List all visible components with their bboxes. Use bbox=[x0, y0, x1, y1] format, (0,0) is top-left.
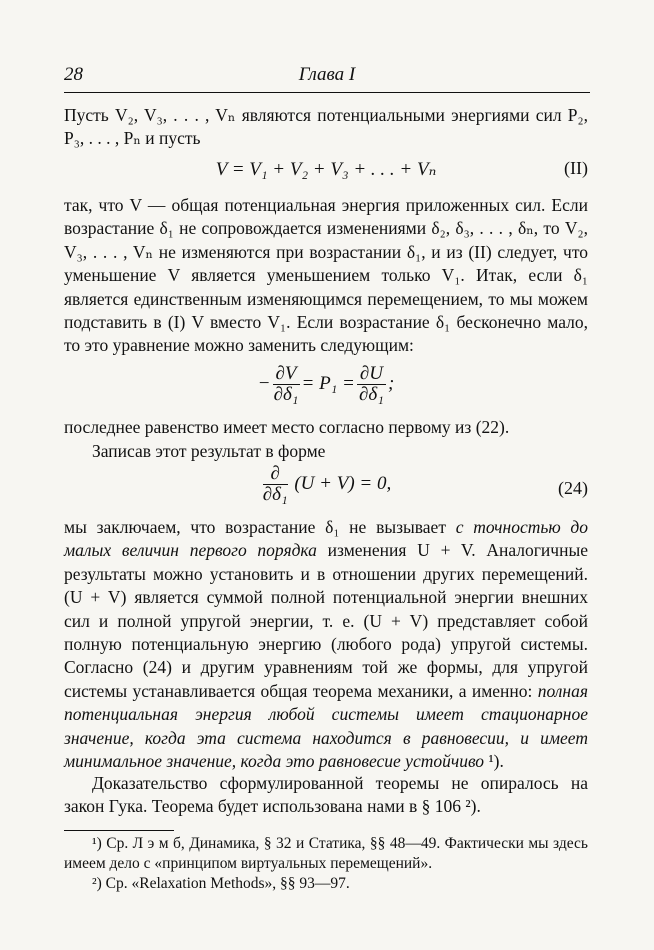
formula-partial-derivatives bbox=[64, 364, 588, 405]
paragraph-1b: так, что V — общая потенциальная энергия приложенных сил. Если возрастание δ₁ не сопровождается изменениями δ₂, δ₃, . . . , δₙ, то V₂, V₃, . . . , Vₙ не изменяются при возрастании δ₁, и из (II) следует, что уменьшение V является уменьшением только V₁. Итак, если δ₁ является единственным изменяющимся перемещением, то мы можем подставить в (I) V вместо V₁. Если возрастание δ₁ бесконечно мало, то это уравнение можно заменить следующим: bbox=[64, 195, 588, 356]
formula-24 bbox=[64, 464, 588, 505]
paragraph-4-italic-1: с точностью до малых величин первого порядка bbox=[64, 517, 588, 561]
page-number: 28 bbox=[64, 64, 83, 85]
paragraph-4-text-1: мы заключаем, что возрастание δ₁ не вызывает bbox=[64, 517, 456, 537]
page-header bbox=[64, 64, 590, 88]
footnote-2: ²) Ср. «Relaxation Methods», §§ 93—97. bbox=[92, 875, 350, 892]
equation-number-24: (24) bbox=[558, 478, 588, 498]
fraction-denominator: ∂δ₁ bbox=[359, 384, 384, 405]
fraction-dV bbox=[273, 364, 300, 405]
paragraph-3: Записав этот результат в форме bbox=[92, 441, 326, 461]
fraction-dU bbox=[357, 364, 386, 405]
fraction-numerator: ∂V bbox=[273, 364, 300, 385]
running-head: Глава I bbox=[298, 64, 356, 85]
footnote-1: ¹) Ср. Л э м б, Динамика, § 32 и Статика, §§ 48—49. Фактически мы здесь имеем дело с «принципом виртуальных перемещений». bbox=[64, 835, 588, 872]
minus-sign: − bbox=[257, 372, 271, 394]
semicolon: ; bbox=[387, 372, 395, 394]
paragraph-2: последнее равенство имеет место согласно первому из (22). bbox=[64, 417, 510, 437]
fraction-denominator: ∂δ₁ bbox=[262, 484, 288, 505]
fraction-numerator: ∂U bbox=[357, 364, 386, 385]
footnotes bbox=[64, 834, 588, 894]
formula-ii-text: V = V₁ + V₂ + V₃ + . . . + Vₙ bbox=[215, 159, 437, 180]
formula-ii bbox=[64, 158, 588, 181]
fraction-denominator: ∂δ₁ bbox=[273, 384, 299, 405]
fraction-numerator: ∂ bbox=[263, 464, 288, 485]
formula-24-expression: (U + V) = 0, bbox=[294, 472, 392, 494]
fraction-partial bbox=[263, 464, 288, 505]
equation-number-ii: (II) bbox=[564, 158, 588, 178]
paragraph-4 bbox=[64, 516, 588, 773]
header-rule bbox=[64, 92, 590, 93]
paragraph-1a: Пусть V₂, V₃, . . . , Vₙ являются потенциальными энергиями сил P₂, P₃, . . . , Pₙ и пусть bbox=[64, 105, 588, 149]
paragraph-4-text-2: изменения U + V. Аналогичные результаты можно установить и в отношении других перемещений. (U + V) является суммой полной потенциальной энергии внешних сил и полной упругой энергии, т. е. (U + V) представляет собой полную потенциальную энергию (любого рода) упругой системы. Согласно (24) и другим уравнениям той же формы, для упругой системы устанавливается общая теорема механики, а именно: bbox=[64, 540, 588, 701]
paragraph-4-text-3: ¹). bbox=[484, 751, 504, 772]
equals-p1: = P₁ = bbox=[301, 372, 355, 394]
paragraph-4-italic-2: полная потенциальная энергия любой системы имеет стационарное значение, когда эта система находится в равновесии, и имеет минимальное значение, когда это равновесие устойчиво bbox=[64, 680, 588, 772]
footnote-rule bbox=[64, 830, 174, 831]
paragraph-5: Доказательство сформулированной теоремы не опиралось на закон Гука. Теорема будет использована нами в § 106 ²). bbox=[64, 773, 588, 817]
